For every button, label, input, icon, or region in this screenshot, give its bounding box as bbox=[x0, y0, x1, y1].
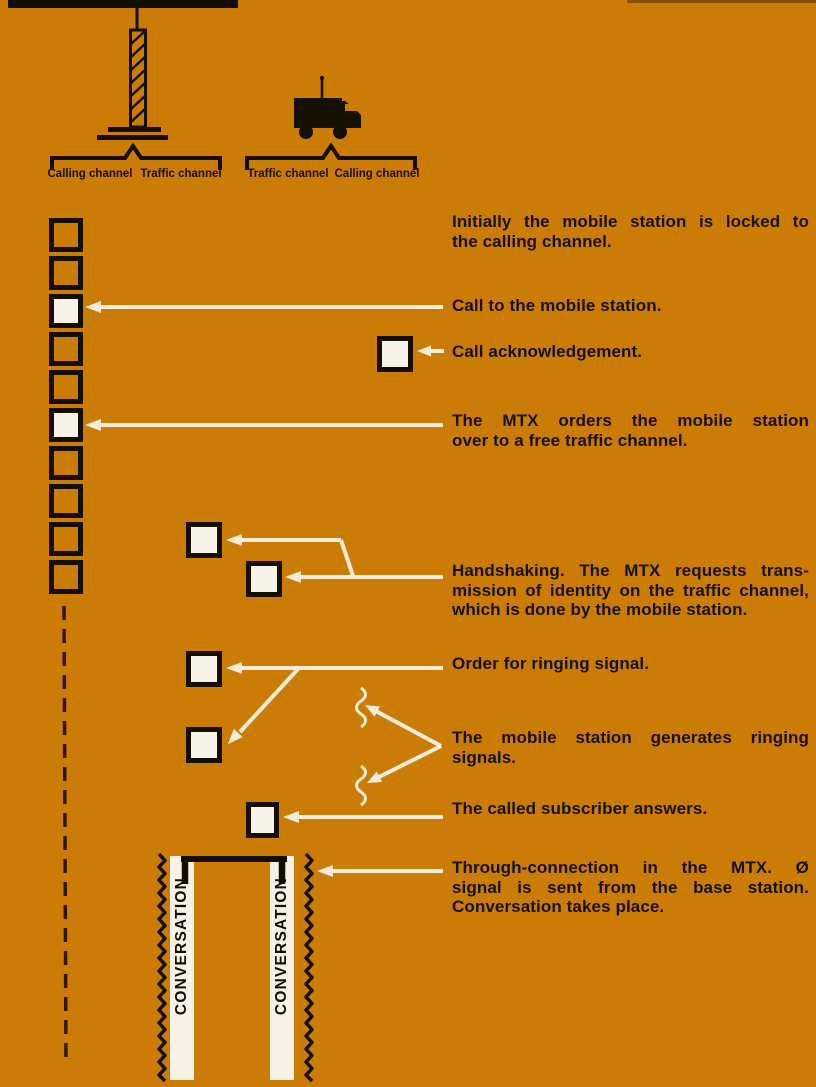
caption-line: signal is sent from the base station. bbox=[452, 877, 809, 897]
caption-line: Call acknowledgement. bbox=[452, 342, 643, 361]
caption-line: signals. bbox=[452, 747, 517, 767]
conversation-zigzag-left bbox=[159, 854, 165, 1081]
conversation-label: CONVERSATION bbox=[273, 876, 290, 1016]
channel-label-bs-traffic: Traffic channel bbox=[140, 168, 222, 180]
ringing-frame bbox=[186, 727, 222, 763]
caption-call bbox=[452, 296, 809, 316]
channel-frame bbox=[49, 256, 83, 290]
answer-frame bbox=[246, 802, 279, 838]
caption-line: Through-connection in the MTX. Ø bbox=[452, 858, 809, 877]
mobile-station-brace bbox=[247, 146, 415, 170]
ringing-order-frame bbox=[186, 651, 222, 687]
channel-frame bbox=[49, 370, 83, 404]
caption-locked bbox=[452, 212, 809, 251]
caption-line: which is done by the mobile station. bbox=[452, 600, 748, 619]
caption-ringing-order bbox=[452, 654, 809, 674]
channel-frame-order bbox=[49, 408, 83, 442]
channel-label-ms-traffic: Traffic channel bbox=[247, 168, 329, 180]
channel-frame bbox=[49, 484, 83, 518]
channel-frame bbox=[49, 446, 83, 480]
handshake-frame-2 bbox=[246, 561, 282, 597]
channel-frame bbox=[49, 522, 83, 556]
caption-handshake bbox=[452, 561, 809, 620]
page-edge-mark-right bbox=[627, 0, 816, 3]
ringing-v-upper bbox=[372, 709, 441, 746]
channel-label-ms-calling: Calling channel bbox=[334, 168, 420, 180]
caption-line: The called subscriber answers. bbox=[452, 799, 708, 818]
caption-line: Conversation takes place. bbox=[452, 897, 665, 916]
caption-line: The MTX orders the mobile station bbox=[452, 411, 809, 430]
radio-tower-icon bbox=[97, 2, 168, 140]
channel-frame bbox=[49, 560, 83, 594]
caption-mtx-orders bbox=[452, 411, 809, 450]
caption-line: Initially the mobile station is locked to bbox=[452, 212, 809, 231]
ringing-squiggle-1 bbox=[357, 688, 366, 727]
conversation-bar-left bbox=[170, 856, 194, 1080]
conversation-zigzag-right bbox=[306, 854, 312, 1081]
caption-acknowledge bbox=[452, 342, 809, 362]
channel-frame bbox=[49, 332, 83, 366]
conversation-bar-right bbox=[270, 856, 294, 1080]
handshake-bend bbox=[341, 540, 353, 576]
channel-label-bs-calling: Calling channel bbox=[47, 168, 133, 180]
caption-line: mission of identity on the traffic channel, bbox=[452, 580, 809, 600]
caption-line: The mobile station generates ringing bbox=[452, 728, 809, 747]
ringing-squiggle-2 bbox=[357, 766, 366, 805]
caption-ringing bbox=[452, 728, 809, 767]
ringing-diagonal-arrow bbox=[240, 669, 298, 732]
idle-dashed-line bbox=[64, 606, 66, 1062]
caption-line: the calling channel. bbox=[452, 231, 612, 251]
ringing-v-lower bbox=[373, 746, 441, 780]
page-edge-mark-left bbox=[8, 0, 238, 8]
handshake-frame-1 bbox=[186, 522, 222, 558]
caption-line: Order for ringing signal. bbox=[452, 654, 650, 673]
channel-frame bbox=[49, 218, 83, 252]
conversation-label: CONVERSATION bbox=[173, 876, 190, 1016]
ack-frame bbox=[377, 336, 413, 372]
caption-line: over to a free traffic channel. bbox=[452, 430, 688, 450]
truck-icon bbox=[294, 76, 361, 139]
caption-through bbox=[452, 858, 809, 917]
caption-line: Call to the mobile station. bbox=[452, 296, 662, 315]
channel-frame-call bbox=[49, 294, 83, 328]
base-station-brace bbox=[52, 146, 220, 170]
caption-answer bbox=[452, 799, 809, 819]
caption-line: Handshaking. The MTX requests trans- bbox=[452, 561, 809, 580]
